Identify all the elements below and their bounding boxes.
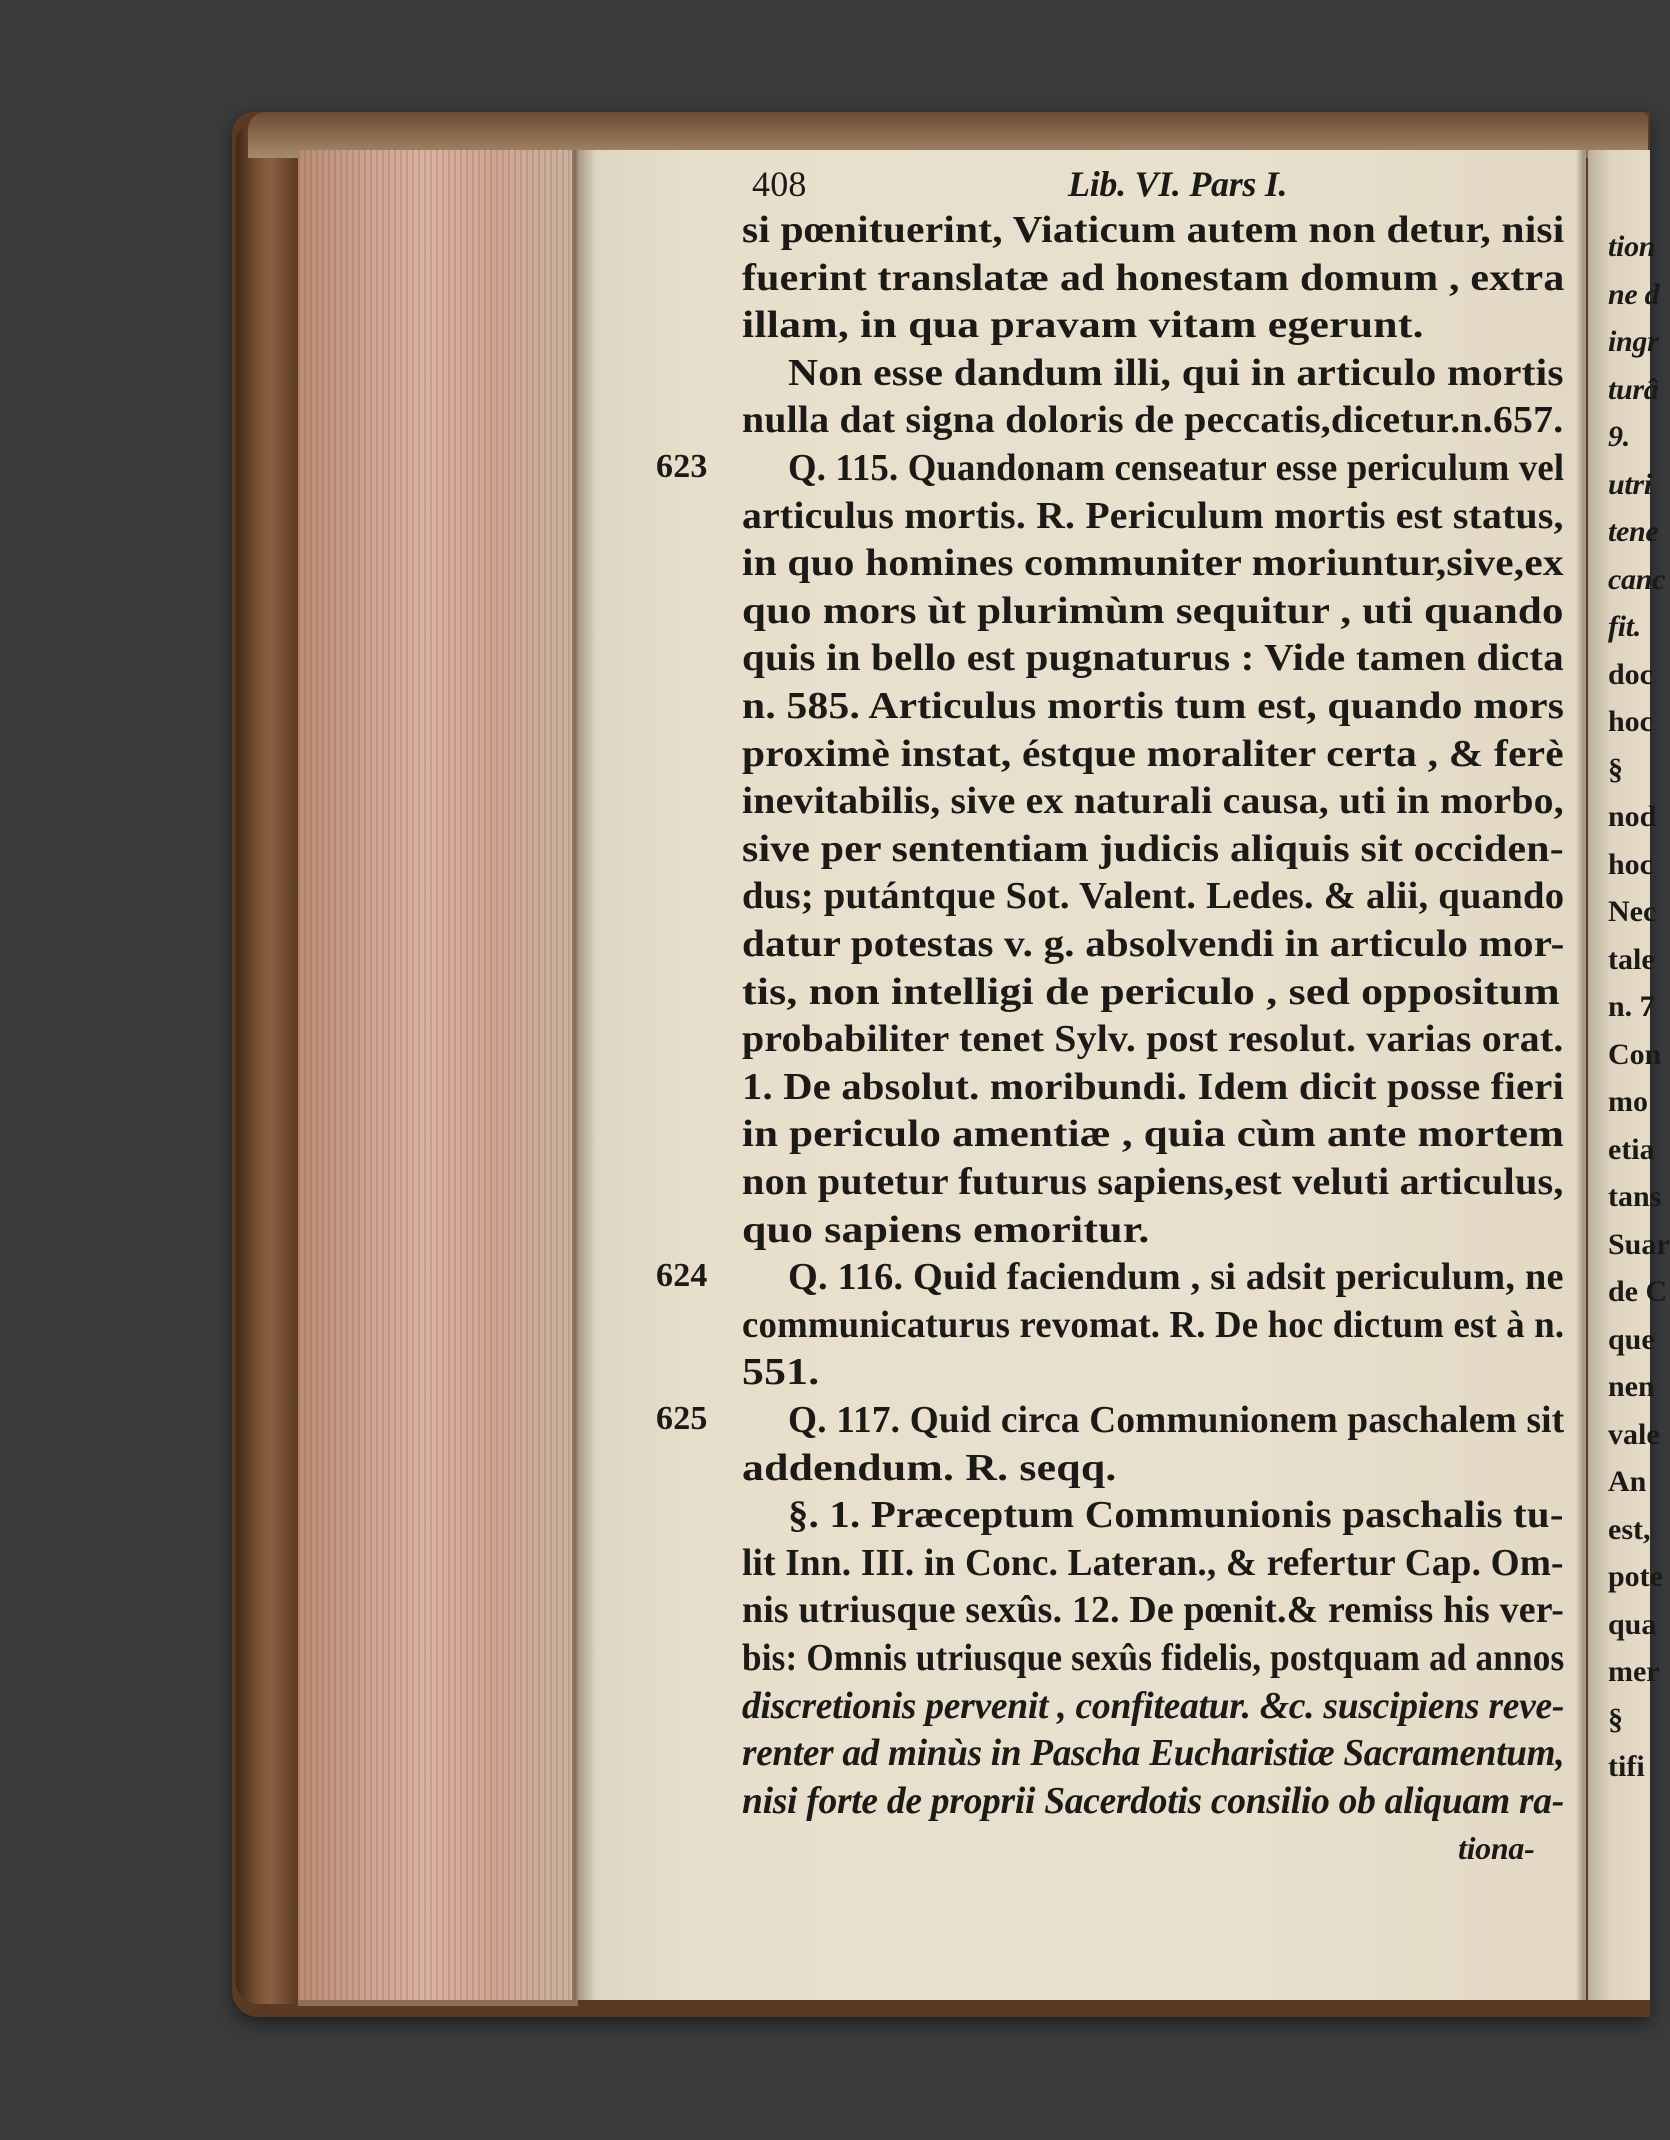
right-page-fragment: An <box>1608 1465 1647 1498</box>
right-page-fragment: de C <box>1608 1275 1668 1308</box>
right-page-fragment: § <box>1608 1702 1623 1736</box>
right-page-fragment: n. 7 <box>1608 990 1655 1023</box>
right-page-fragment: Suar <box>1608 1227 1670 1261</box>
right-page-fragment: etia <box>1608 1132 1655 1166</box>
text-line: probabiliter tenet Sylv. post resolut. varias orat. <box>742 1018 1564 1061</box>
text-line: communicaturus revomat. R. De hoc dictum est à n. <box>742 1303 1565 1346</box>
right-page-fragment: fit. <box>1608 610 1641 643</box>
running-title: Lib. VI. Pars I. <box>1068 164 1288 204</box>
margin-question-number: 624 <box>656 1257 708 1295</box>
right-page-fragment: nen <box>1608 1370 1655 1403</box>
right-page-fragment: qua <box>1608 1607 1657 1641</box>
right-page-fragment: mo <box>1608 1085 1648 1118</box>
right-page-fragment: que <box>1608 1322 1655 1356</box>
text-line: addendum. R. seqq. <box>742 1446 1117 1489</box>
text-line: 1. De absolut. moribundi. Idem dicit posse fieri <box>742 1065 1564 1108</box>
right-page-fragment: est, <box>1608 1512 1651 1546</box>
text-line: proximè instat, éstque moraliter certa , & ferè <box>742 732 1564 775</box>
text-line: bis: Omnis utriusque sexûs fidelis, postquam ad annos <box>742 1637 1565 1679</box>
text-line: fuerint translatæ ad honestam domum , extra <box>742 256 1565 299</box>
text-line: lit Inn. III. in Conc. Lateran., & refertur Cap. Om- <box>742 1541 1564 1584</box>
page-fore-edge-stack <box>298 150 578 2006</box>
right-page-fragment: doc <box>1608 657 1653 691</box>
text-line: 551. <box>742 1351 820 1394</box>
leather-spine-edge <box>236 124 298 2004</box>
right-page-fragment: ingr <box>1608 325 1659 358</box>
margin-question-number: 625 <box>656 1400 708 1437</box>
right-page-fragment: utri <box>1608 467 1652 501</box>
text-line: in quo homines communiter moriuntur,sive,ex <box>742 542 1564 585</box>
right-page-fragment: tans <box>1608 1180 1662 1213</box>
right-page-fragment: pote <box>1608 1560 1663 1593</box>
text-line: discretionis pervenit , confiteatur. &c. suscipiens reve- <box>742 1684 1565 1727</box>
right-page-fragment: vale <box>1608 1417 1660 1451</box>
text-line: nulla dat signa doloris de peccatis,dicetur.n.657. <box>742 399 1564 442</box>
text-line: n. 585. Articulus mortis tum est, quando mors <box>742 685 1565 727</box>
margin-question-number: 623 <box>656 448 708 485</box>
text-line: tis, non intelligi de periculo , sed oppositum <box>742 970 1560 1013</box>
right-page-fragment: nod <box>1608 800 1657 833</box>
text-line: non putetur futurus sapiens,est veluti articulus, <box>742 1161 1564 1203</box>
text-line: inevitabilis, sive ex naturali causa, uti in morbo, <box>742 780 1564 823</box>
text-line: Non esse dandum illi, qui in articulo mortis <box>788 351 1564 394</box>
right-page-fragment: tion <box>1608 230 1656 263</box>
text-line: Q. 117. Quid circa Communionem paschalem sit <box>788 1399 1565 1441</box>
right-page-fragment: turâ <box>1608 372 1659 406</box>
text-line: §. 1. Præceptum Communionis paschalis tu- <box>788 1494 1564 1537</box>
text-line: si pœnituerint, Viaticum autem non detur, nisi <box>742 209 1565 251</box>
text-line: renter ad minùs in Pascha Eucharistiæ Sacramentum, <box>742 1732 1565 1775</box>
right-page-fragment: ne d <box>1608 277 1660 311</box>
text-line: nis utriusque sexûs. 12. De pœnit.& remiss his ver- <box>742 1589 1565 1632</box>
right-page-fragment: 9. <box>1608 420 1630 453</box>
gutter-shadow <box>572 150 596 2000</box>
right-page-fragment: canc <box>1608 562 1666 596</box>
text-line: illam, in qua pravam vitam egerunt. <box>742 304 1424 347</box>
text-line: quo mors ùt plurimùm sequitur , uti quando <box>742 589 1564 632</box>
text-line: articulus mortis. R. Periculum mortis est status, <box>742 494 1564 537</box>
text-line: Q. 115. Quandonam censeatur esse periculum vel <box>788 447 1565 489</box>
text-line: nisi forte de proprii Sacerdotis consilio ob aliquam ra- <box>742 1779 1564 1822</box>
text-line: quis in bello est pugnaturus : Vide tamen dicta <box>742 637 1564 680</box>
text-line: datur potestas v. g. absolvendi in articulo mor- <box>742 923 1565 965</box>
text-line: quo sapiens emoritur. <box>742 1208 1150 1251</box>
right-page-fragment: Con <box>1608 1037 1662 1071</box>
right-page-fragment: Nec <box>1608 895 1657 928</box>
right-page-fragment: tene <box>1608 515 1659 548</box>
right-page-fragment: hoc <box>1608 847 1653 881</box>
right-page-strip <box>1588 150 1670 2000</box>
right-page-fragment: hoc <box>1608 705 1653 738</box>
right-page-fragment: § <box>1608 752 1623 786</box>
right-page-fragment: mer <box>1608 1655 1660 1688</box>
page-number: 408 <box>752 164 807 204</box>
catchword: tiona- <box>1458 1830 1535 1866</box>
right-page-fragment: tifi <box>1608 1750 1645 1783</box>
text-line: sive per sententiam judicis aliquis sit occiden- <box>742 827 1564 870</box>
left-page <box>578 150 1586 2000</box>
right-page-fragment: tale <box>1608 942 1655 976</box>
text-line: Q. 116. Quid faciendum , si adsit periculum, ne <box>788 1256 1564 1299</box>
text-line: in periculo amentiæ , quia cùm ante mortem <box>742 1113 1565 1156</box>
text-line: dus; putántque Sot. Valent. Ledes. & alii, quando <box>742 875 1565 918</box>
